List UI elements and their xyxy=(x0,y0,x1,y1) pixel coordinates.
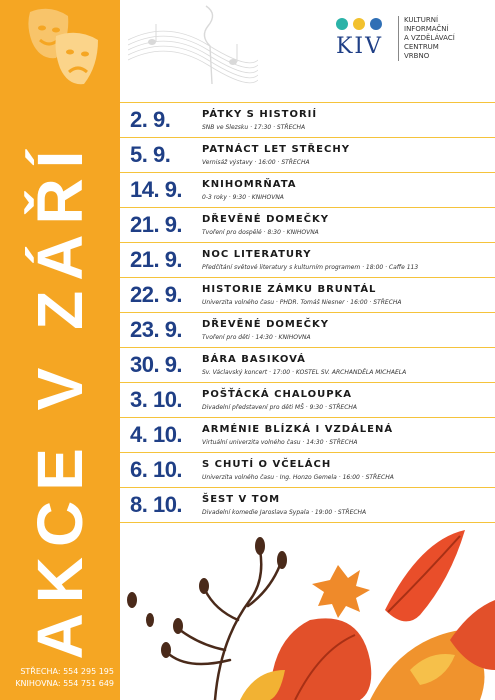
events-list xyxy=(120,102,495,523)
event-details: Divadelní komedie Jaroslava Sypala · 19:00 · STŘECHA xyxy=(202,509,367,516)
kiv-logo xyxy=(336,16,476,76)
theatre-masks-icon xyxy=(22,6,102,96)
event-details: Tvoření pro dospělé · 8:30 · KNIHOVNA xyxy=(202,229,319,236)
event-row xyxy=(120,488,495,523)
event-row xyxy=(120,453,495,488)
event-title: PATNÁCT LET STŘECHY xyxy=(202,144,350,155)
event-details: SNB ve Slezsku · 17:30 · STŘECHA xyxy=(202,124,306,131)
event-row xyxy=(120,348,495,383)
event-date: 21. 9. xyxy=(130,247,183,272)
event-date: 6. 10. xyxy=(130,457,183,482)
event-date: 14. 9. xyxy=(130,177,183,202)
autumn-leaves-illustration xyxy=(120,520,495,700)
event-date: 21. 9. xyxy=(130,212,183,237)
event-row xyxy=(120,173,495,208)
event-row xyxy=(120,208,495,243)
event-details: Virtuální univerzita volného času · 14:30 · STŘECHA xyxy=(202,439,358,446)
contact-strecha: STŘECHA: 554 295 195 xyxy=(20,667,114,676)
org-line: CENTRUM xyxy=(404,43,439,51)
org-line: INFORMAČNÍ xyxy=(404,25,449,33)
event-row xyxy=(120,102,495,138)
logo-dot-yellow xyxy=(353,18,365,30)
event-title: DŘEVĚNÉ DOMEČKY xyxy=(202,214,329,225)
event-title: S CHUTÍ O VČELÁCH xyxy=(202,459,332,470)
event-details: Tvoření pro děti · 14:30 · KNIHOVNA xyxy=(202,334,311,341)
event-row xyxy=(120,243,495,278)
contact-knihovna: KNIHOVNA: 554 751 649 xyxy=(15,679,114,688)
event-title: ARMÉNIE BLÍZKÁ I VZDÁLENÁ xyxy=(202,424,394,435)
event-details: Sv. Václavský koncert · 17:00 · KOSTEL SV. ARCHANDĚLA MICHAELA xyxy=(202,369,407,376)
event-row xyxy=(120,313,495,348)
logo-dot-teal xyxy=(336,18,348,30)
event-row xyxy=(120,278,495,313)
event-title: BÁRA BASIKOVÁ xyxy=(202,354,306,365)
event-date: 3. 10. xyxy=(130,387,183,412)
event-title: PÁTKY S HISTORIÍ xyxy=(202,109,318,120)
event-details: Univerzita volného času · PHDR. Tomáš Niesner · 16:00 · STŘECHA xyxy=(202,299,402,306)
event-title: KNIHOMRŇATA xyxy=(202,179,297,190)
event-details: Předčítání světové literatury s kulturním programem · 18:00 · Caffe 113 xyxy=(202,264,419,271)
event-row xyxy=(120,138,495,173)
event-title: POŠŤÁCKÁ CHALOUPKA xyxy=(202,389,353,400)
event-details: Univerzita volného času · Ing. Honzo Gemela · 16:00 · STŘECHA xyxy=(202,474,394,481)
event-title: NOC LITERATURY xyxy=(202,249,312,260)
music-notes-icon xyxy=(128,0,258,100)
event-title: DŘEVĚNÉ DOMEČKY xyxy=(202,319,329,330)
orange-sidebar xyxy=(0,0,120,700)
org-line: A VZDĚLÁVACÍ xyxy=(404,34,455,42)
event-row xyxy=(120,383,495,418)
event-date: 8. 10. xyxy=(130,492,183,517)
org-line: KULTURNÍ xyxy=(404,16,439,24)
logo-dots xyxy=(336,18,386,32)
event-date: 23. 9. xyxy=(130,317,183,342)
event-details: Divadelní představení pro děti MŠ · 9:30 · STŘECHA xyxy=(202,404,358,411)
event-title: HISTORIE ZÁMKU BRUNTÁL xyxy=(202,284,377,295)
org-line: VRBNO xyxy=(404,52,430,60)
event-date: 2. 9. xyxy=(130,107,171,132)
vertical-title: AKCE V ZÁŘÍ xyxy=(24,140,96,660)
event-date: 4. 10. xyxy=(130,422,183,447)
contacts xyxy=(4,666,114,690)
event-details: Vernisáž výstavy · 16:00 · STŘECHA xyxy=(202,159,310,166)
event-row xyxy=(120,418,495,453)
logo-org-name xyxy=(398,16,455,61)
logo-letters: KIV xyxy=(336,34,384,59)
logo-dot-blue xyxy=(370,18,382,30)
event-date: 30. 9. xyxy=(130,352,183,377)
event-details: 0-3 roky · 9:30 · KNIHOVNA xyxy=(202,194,284,201)
event-date: 22. 9. xyxy=(130,282,183,307)
event-title: ŠEST V TOM xyxy=(202,494,281,505)
event-date: 5. 9. xyxy=(130,142,171,167)
